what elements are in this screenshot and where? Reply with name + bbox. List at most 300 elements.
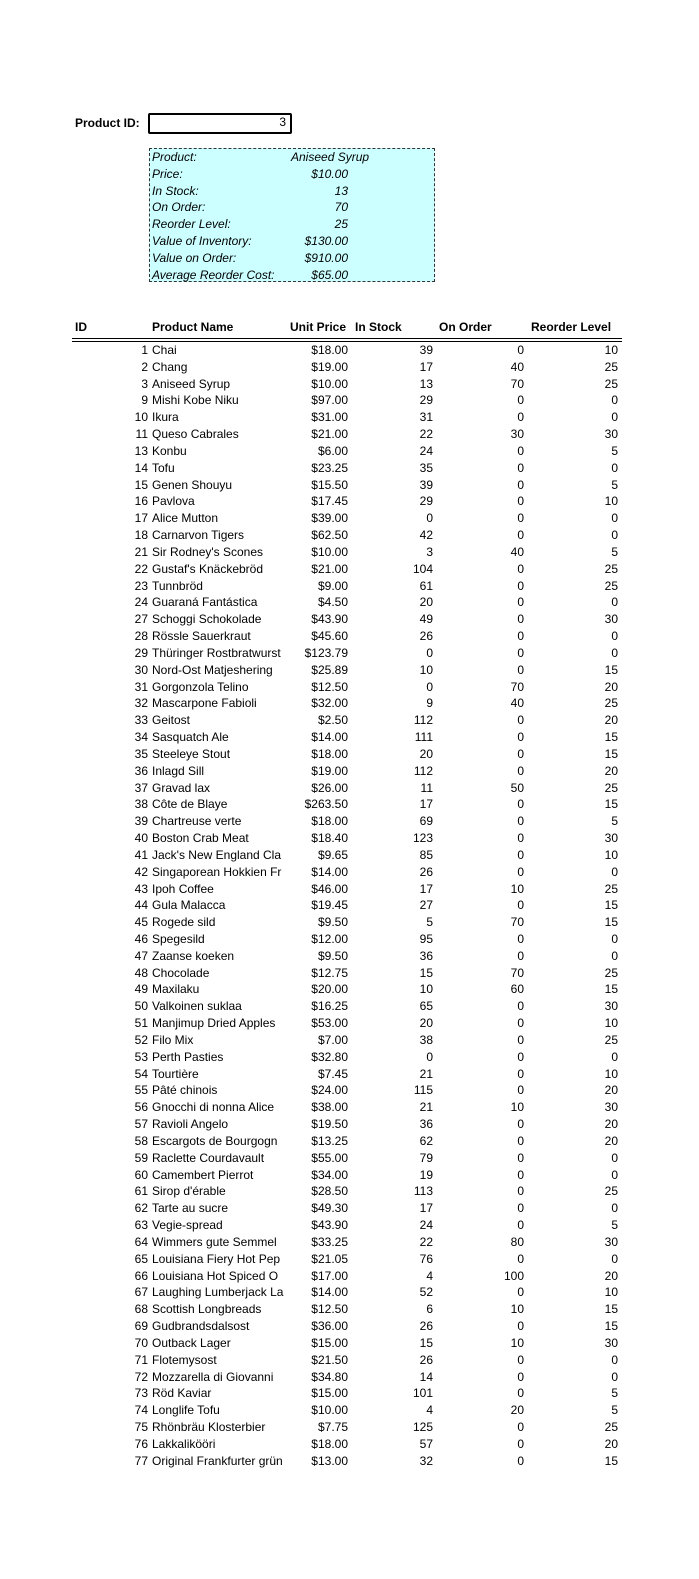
cell-reorder-level: 15	[604, 1302, 618, 1317]
cell-product-name: Longlife Tofu	[152, 1403, 220, 1418]
table-row	[0, 1217, 699, 1234]
cell-on-order: 0	[517, 814, 524, 829]
table-row	[0, 695, 699, 712]
cell-id: 69	[134, 1319, 148, 1334]
cell-on-order: 0	[517, 1453, 524, 1468]
cell-on-order: 0	[517, 1369, 524, 1384]
cell-id: 9	[141, 393, 148, 408]
cell-unit-price: $7.75	[317, 1420, 348, 1434]
table-row	[0, 628, 699, 645]
cell-reorder-level: 0	[611, 460, 618, 475]
cell-product-name: Flotemysost	[152, 1352, 217, 1367]
cell-on-order: 0	[517, 1117, 524, 1132]
cell-in-stock: 85	[419, 847, 433, 862]
cell-reorder-level: 30	[604, 612, 618, 627]
product-id-input[interactable]: 3	[148, 113, 292, 134]
cell-in-stock: 0	[426, 645, 433, 660]
cell-unit-price: $28.50	[311, 1184, 348, 1199]
table-row	[0, 1453, 699, 1470]
cell-id: 40	[134, 831, 148, 846]
cell-id: 33	[134, 713, 148, 728]
cell-id: 73	[134, 1386, 148, 1401]
table-row	[0, 1402, 699, 1419]
cell-product-name: Camembert Pierrot	[152, 1167, 254, 1182]
cell-id: 11	[135, 427, 148, 442]
cell-unit-price: $32.80	[311, 1049, 348, 1064]
cell-on-order: 0	[517, 1083, 524, 1098]
cell-id: 38	[134, 797, 148, 812]
summary-price-label: Price:	[152, 166, 183, 181]
cell-unit-price: $15.50	[311, 477, 348, 492]
cell-reorder-level: 25	[604, 578, 618, 593]
cell-product-name: Sirop d'érable	[152, 1184, 226, 1199]
summary-avg-reorder-label: Average Reorder Cost:	[152, 267, 275, 282]
cell-in-stock: 10	[419, 662, 433, 677]
cell-on-order: 10	[510, 1302, 524, 1317]
cell-id: 50	[134, 999, 148, 1014]
cell-reorder-level: 10	[604, 1285, 618, 1300]
summary-price-row	[152, 166, 434, 183]
cell-id: 70	[134, 1335, 148, 1350]
table-row	[0, 460, 699, 477]
table-row	[0, 662, 699, 679]
cell-reorder-level: 25	[604, 780, 618, 795]
cell-on-order: 0	[517, 797, 524, 812]
header-on-order: On Order	[439, 320, 492, 334]
cell-reorder-level: 20	[604, 1268, 618, 1283]
cell-reorder-level: 15	[604, 982, 618, 997]
table-row	[0, 510, 699, 527]
cell-product-name: Pâté chinois	[152, 1083, 218, 1098]
summary-order-row	[152, 199, 434, 216]
cell-unit-price: $10.00	[311, 376, 348, 391]
cell-id: 67	[134, 1285, 148, 1300]
cell-product-name: Carnarvon Tigers	[152, 528, 245, 543]
cell-on-order: 0	[517, 931, 524, 946]
cell-in-stock: 123	[412, 831, 433, 846]
table-row	[0, 594, 699, 611]
cell-reorder-level: 25	[604, 965, 618, 980]
cell-id: 64	[134, 1234, 148, 1249]
summary-product-value: Aniseed Syrup	[291, 150, 370, 164]
cell-product-name: Tarte au sucre	[152, 1201, 229, 1216]
table-row	[0, 426, 699, 443]
cell-product-name: Röd Kaviar	[152, 1386, 212, 1401]
cell-reorder-level: 30	[604, 1100, 618, 1115]
cell-unit-price: $12.00	[311, 931, 348, 946]
cell-product-name: Alice Mutton	[152, 511, 219, 526]
table-row	[0, 796, 699, 813]
header-id: ID	[75, 320, 87, 334]
cell-on-order: 0	[517, 746, 524, 761]
cell-product-name: Jack's New England Cla	[152, 847, 282, 862]
cell-unit-price: $43.90	[311, 1218, 348, 1233]
cell-in-stock: 24	[419, 1218, 433, 1233]
header-divider	[72, 338, 622, 339]
summary-inventory-value: $130.00	[304, 234, 348, 248]
cell-reorder-level: 0	[611, 393, 618, 408]
cell-in-stock: 21	[419, 1066, 433, 1081]
cell-product-name: Chai	[152, 343, 177, 357]
cell-on-order: 100	[503, 1268, 524, 1283]
cell-in-stock: 39	[419, 477, 433, 492]
cell-id: 44	[134, 898, 148, 913]
cell-in-stock: 0	[426, 1049, 433, 1064]
cell-product-name: Genen Shouyu	[152, 477, 233, 492]
summary-stock-label: In Stock:	[152, 183, 199, 198]
cell-unit-price: $49.30	[311, 1201, 348, 1216]
cell-id: 47	[134, 948, 148, 963]
cell-product-name: Ipoh Coffee	[152, 881, 214, 896]
product-id-label: Product ID:	[75, 116, 140, 130]
cell-id: 23	[134, 578, 148, 593]
cell-product-name: Outback Lager	[152, 1335, 231, 1350]
table-row	[0, 881, 699, 898]
cell-id: 60	[134, 1167, 148, 1182]
cell-id: 61	[134, 1184, 148, 1199]
cell-in-stock: 11	[420, 780, 433, 795]
cell-in-stock: 36	[419, 1117, 433, 1132]
cell-product-name: Guaraná Fantástica	[152, 595, 258, 610]
cell-reorder-level: 10	[604, 1016, 618, 1031]
cell-in-stock: 69	[419, 814, 433, 829]
cell-reorder-level: 20	[604, 713, 618, 728]
header-product-name: Product Name	[152, 320, 234, 334]
cell-reorder-level: 0	[611, 528, 618, 543]
cell-in-stock: 76	[419, 1251, 433, 1266]
cell-unit-price: $12.50	[311, 1302, 348, 1317]
cell-id: 28	[134, 629, 148, 644]
cell-id: 30	[134, 662, 148, 677]
table-row	[0, 1116, 699, 1133]
cell-unit-price: $97.00	[311, 393, 348, 408]
cell-on-order: 0	[517, 1167, 524, 1182]
header-unit-price: Unit Price	[290, 320, 347, 334]
cell-in-stock: 62	[419, 1133, 433, 1148]
cell-reorder-level: 15	[604, 1319, 618, 1334]
cell-reorder-level: 20	[604, 1083, 618, 1098]
cell-in-stock: 115	[413, 1083, 433, 1098]
cell-id: 43	[134, 881, 148, 896]
cell-product-name: Aniseed Syrup	[152, 376, 231, 391]
cell-product-name: Gravad lax	[152, 780, 211, 795]
cell-in-stock: 42	[419, 528, 433, 543]
cell-id: 46	[134, 931, 148, 946]
table-row	[0, 897, 699, 914]
cell-id: 57	[134, 1117, 148, 1132]
cell-product-name: Chocolade	[152, 965, 210, 980]
cell-reorder-level: 20	[604, 1117, 618, 1132]
summary-value-on-order-value: $910.00	[304, 250, 348, 265]
cell-unit-price: $26.00	[311, 780, 348, 795]
cell-unit-price: $14.00	[311, 864, 348, 879]
cell-reorder-level: 20	[604, 679, 618, 694]
cell-product-name: Mozzarella di Giovanni	[152, 1369, 274, 1384]
cell-unit-price: $18.00	[311, 746, 348, 761]
cell-id: 74	[134, 1403, 148, 1418]
cell-reorder-level: 15	[604, 915, 618, 930]
cell-reorder-level: 15	[604, 730, 618, 745]
cell-id: 53	[134, 1049, 148, 1064]
cell-product-name: Steeleye Stout	[152, 746, 231, 761]
table-row	[0, 1133, 699, 1150]
table-row	[0, 780, 699, 797]
cell-unit-price: $9.65	[317, 847, 348, 862]
cell-id: 45	[134, 915, 148, 930]
cell-in-stock: 26	[419, 1352, 433, 1367]
summary-reorder-row	[152, 216, 434, 233]
cell-unit-price: $15.00	[311, 1386, 348, 1401]
cell-product-name: Raclette Courdavault	[152, 1150, 265, 1165]
cell-on-order: 0	[517, 1049, 524, 1064]
cell-id: 42	[134, 864, 148, 879]
cell-unit-price: $263.50	[304, 797, 348, 812]
cell-id: 75	[134, 1420, 148, 1434]
cell-id: 59	[134, 1150, 148, 1165]
cell-on-order: 0	[517, 612, 524, 627]
cell-product-name: Laughing Lumberjack La	[152, 1285, 284, 1300]
summary-inventory-label: Value of Inventory:	[152, 234, 252, 248]
cell-id: 65	[134, 1251, 148, 1266]
table-row	[0, 1049, 699, 1066]
cell-unit-price: $53.00	[311, 1016, 348, 1031]
cell-product-name: Vegie-spread	[152, 1218, 223, 1233]
cell-on-order: 0	[517, 477, 524, 492]
table-row	[0, 477, 699, 494]
cell-in-stock: 22	[419, 427, 433, 442]
cell-on-order: 0	[517, 578, 524, 593]
cell-id: 54	[134, 1066, 148, 1081]
summary-value-on-order-row	[152, 250, 434, 267]
cell-on-order: 50	[510, 780, 524, 795]
cell-id: 31	[134, 679, 148, 694]
cell-product-name: Lakkalikööri	[152, 1436, 216, 1451]
cell-in-stock: 52	[419, 1285, 433, 1300]
cell-reorder-level: 15	[604, 797, 618, 812]
cell-unit-price: $9.50	[317, 915, 348, 930]
cell-id: 68	[134, 1302, 148, 1317]
table-row	[0, 392, 699, 409]
cell-product-name: Gustaf's Knäckebröd	[152, 561, 264, 576]
cell-id: 62	[134, 1201, 148, 1216]
cell-product-name: Louisiana Fiery Hot Pep	[152, 1251, 281, 1266]
table-row	[0, 1385, 699, 1402]
cell-unit-price: $45.60	[311, 629, 348, 644]
cell-reorder-level: 10	[604, 847, 618, 862]
cell-reorder-level: 15	[604, 898, 618, 913]
table-row	[0, 931, 699, 948]
cell-on-order: 70	[510, 376, 524, 391]
cell-product-name: Spegesild	[152, 931, 205, 946]
table-row	[0, 1419, 699, 1436]
cell-in-stock: 0	[426, 511, 433, 526]
cell-product-name: Valkoinen suklaa	[152, 999, 242, 1014]
cell-unit-price: $18.00	[311, 1436, 348, 1451]
cell-reorder-level: 5	[611, 1218, 618, 1233]
product-table	[0, 342, 699, 1469]
table-row	[0, 965, 699, 982]
cell-reorder-level: 0	[611, 1049, 618, 1064]
cell-on-order: 0	[517, 393, 524, 408]
cell-unit-price: $21.00	[311, 561, 348, 576]
cell-on-order: 80	[510, 1234, 524, 1249]
cell-product-name: Original Frankfurter grün	[152, 1453, 283, 1468]
cell-in-stock: 21	[419, 1100, 433, 1115]
cell-id: 1	[141, 343, 148, 357]
cell-id: 71	[134, 1352, 148, 1367]
cell-on-order: 70	[510, 915, 524, 930]
summary-product-row	[152, 149, 434, 166]
cell-reorder-level: 10	[604, 1066, 618, 1081]
table-row	[0, 409, 699, 426]
cell-in-stock: 9	[426, 696, 433, 711]
table-row	[0, 611, 699, 628]
summary-reorder-value: 25	[334, 217, 348, 232]
cell-unit-price: $9.00	[317, 578, 348, 593]
cell-product-name: Gudbrandsdalsost	[152, 1319, 250, 1334]
cell-in-stock: 36	[419, 948, 433, 963]
cell-unit-price: $7.45	[317, 1066, 348, 1081]
cell-unit-price: $21.50	[311, 1352, 348, 1367]
cell-product-name: Sasquatch Ale	[152, 730, 229, 745]
cell-on-order: 0	[517, 494, 524, 509]
cell-in-stock: 26	[419, 864, 433, 879]
cell-on-order: 0	[517, 511, 524, 526]
cell-product-name: Mishi Kobe Niku	[152, 393, 239, 408]
cell-in-stock: 20	[419, 746, 433, 761]
product-summary-box	[149, 148, 435, 282]
cell-in-stock: 104	[412, 561, 433, 576]
table-row	[0, 981, 699, 998]
cell-on-order: 0	[517, 1016, 524, 1031]
table-row	[0, 1082, 699, 1099]
cell-reorder-level: 0	[611, 931, 618, 946]
cell-unit-price: $34.00	[311, 1167, 348, 1182]
cell-reorder-level: 0	[611, 1369, 618, 1384]
cell-product-name: Ravioli Angelo	[152, 1117, 229, 1132]
cell-product-name: Nord-Ost Matjeshering	[152, 662, 273, 677]
cell-on-order: 0	[517, 460, 524, 475]
summary-product-label: Product:	[152, 150, 197, 164]
cell-in-stock: 101	[412, 1386, 433, 1401]
cell-reorder-level: 0	[611, 948, 618, 963]
cell-product-name: Maxilaku	[152, 982, 200, 997]
cell-reorder-level: 0	[611, 1201, 618, 1216]
cell-in-stock: 61	[419, 578, 433, 593]
cell-product-name: Inlagd Sill	[152, 763, 205, 778]
cell-on-order: 0	[517, 713, 524, 728]
cell-on-order: 40	[510, 696, 524, 711]
cell-product-name: Tofu	[152, 460, 175, 475]
cell-on-order: 0	[517, 1032, 524, 1047]
table-row	[0, 1251, 699, 1268]
cell-on-order: 40	[510, 359, 524, 374]
table-row	[0, 948, 699, 965]
cell-reorder-level: 25	[604, 376, 618, 391]
cell-in-stock: 15	[419, 1335, 433, 1350]
table-row	[0, 359, 699, 376]
cell-unit-price: $24.00	[311, 1083, 348, 1098]
cell-reorder-level: 0	[611, 1251, 618, 1266]
cell-on-order: 10	[510, 1335, 524, 1350]
table-row	[0, 1284, 699, 1301]
cell-product-name: Chartreuse verte	[152, 814, 242, 829]
cell-reorder-level: 0	[611, 1150, 618, 1165]
cell-unit-price: $2.50	[317, 713, 348, 728]
cell-reorder-level: 0	[611, 645, 618, 660]
cell-on-order: 40	[510, 544, 524, 559]
table-row	[0, 712, 699, 729]
cell-id: 13	[134, 443, 148, 458]
cell-on-order: 60	[510, 982, 524, 997]
cell-product-name: Escargots de Bourgogn	[152, 1133, 278, 1148]
cell-on-order: 0	[517, 595, 524, 610]
cell-id: 32	[134, 696, 148, 711]
table-row	[0, 830, 699, 847]
summary-avg-reorder-row	[152, 267, 434, 284]
cell-unit-price: $39.00	[311, 511, 348, 526]
cell-id: 34	[134, 730, 148, 745]
cell-reorder-level: 5	[611, 544, 618, 559]
cell-id: 52	[134, 1032, 148, 1047]
table-row	[0, 1066, 699, 1083]
summary-value-on-order-label: Value on Order:	[152, 250, 237, 265]
summary-reorder-label: Reorder Level:	[152, 217, 231, 232]
cell-reorder-level: 25	[604, 696, 618, 711]
table-row	[0, 1099, 699, 1116]
cell-id: 63	[134, 1218, 148, 1233]
cell-unit-price: $34.80	[311, 1369, 348, 1384]
cell-on-order: 10	[510, 1100, 524, 1115]
cell-unit-price: $38.00	[311, 1100, 348, 1115]
cell-on-order: 0	[517, 831, 524, 846]
table-row	[0, 578, 699, 595]
cell-product-name: Ikura	[152, 410, 179, 425]
cell-on-order: 0	[517, 1066, 524, 1081]
cell-in-stock: 24	[419, 443, 433, 458]
cell-product-name: Filo Mix	[152, 1032, 194, 1047]
table-row	[0, 1234, 699, 1251]
cell-unit-price: $21.00	[311, 427, 348, 442]
cell-product-name: Manjimup Dried Apples	[152, 1016, 276, 1031]
cell-unit-price: $10.00	[311, 1403, 348, 1418]
cell-in-stock: 6	[426, 1302, 433, 1317]
cell-unit-price: $18.00	[311, 814, 348, 829]
cell-unit-price: $36.00	[311, 1319, 348, 1334]
cell-product-name: Schoggi Schokolade	[152, 612, 262, 627]
cell-on-order: 0	[517, 343, 524, 357]
cell-on-order: 70	[510, 965, 524, 980]
table-row	[0, 1268, 699, 1285]
cell-reorder-level: 0	[611, 511, 618, 526]
cell-on-order: 0	[517, 898, 524, 913]
cell-on-order: 0	[517, 864, 524, 879]
cell-on-order: 0	[517, 1386, 524, 1401]
header-reorder-level: Reorder Level	[531, 320, 612, 334]
cell-unit-price: $19.00	[311, 359, 348, 374]
cell-id: 76	[134, 1436, 148, 1451]
cell-product-name: Singaporean Hokkien Fr	[152, 864, 282, 879]
cell-in-stock: 20	[419, 1016, 433, 1031]
cell-unit-price: $13.00	[311, 1453, 348, 1468]
cell-reorder-level: 25	[604, 1420, 618, 1434]
table-row	[0, 1335, 699, 1352]
table-row	[0, 1015, 699, 1032]
cell-unit-price: $31.00	[311, 410, 348, 425]
cell-unit-price: $55.00	[311, 1150, 348, 1165]
cell-product-name: Gorgonzola Telino	[152, 679, 249, 694]
table-row	[0, 342, 699, 359]
